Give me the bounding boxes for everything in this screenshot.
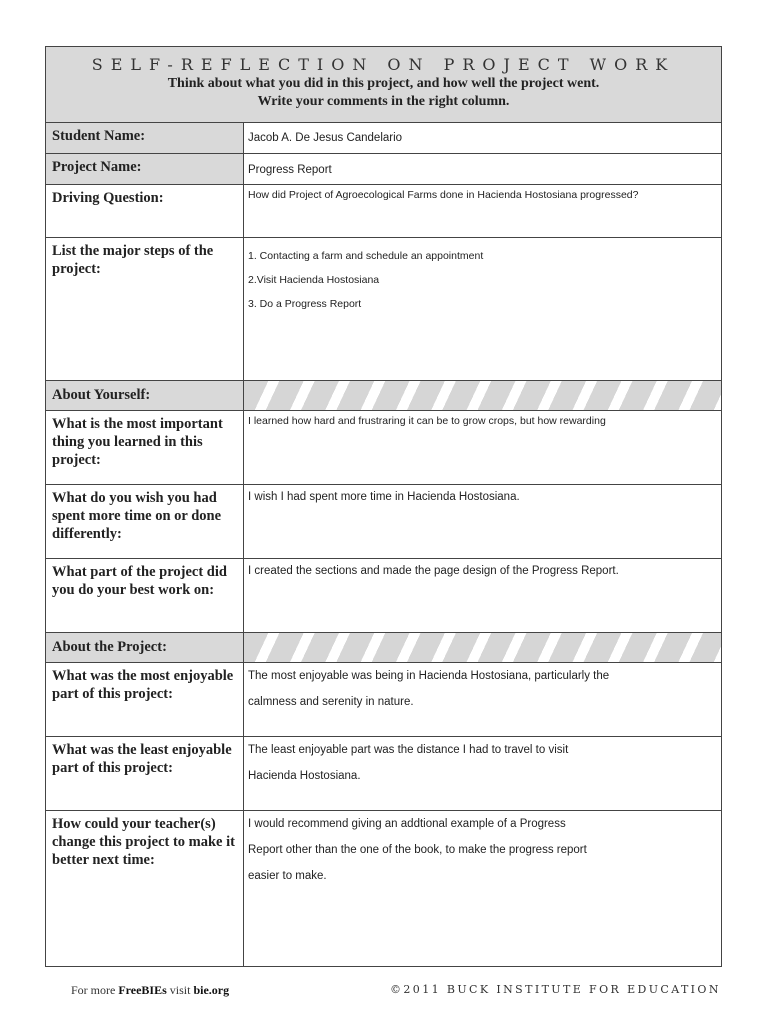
row-project-name	[46, 154, 721, 185]
most-important-label: What is the most important thing you learned in this project:	[46, 411, 244, 484]
answer-line: Report other than the one of the book, to make the progress report	[248, 844, 587, 856]
step-item: 3. Do a Progress Report	[248, 298, 362, 310]
answer-line: Hacienda Hostosiana.	[248, 770, 361, 782]
section-about-project	[46, 633, 721, 663]
row-most-important	[46, 411, 721, 485]
section-about-yourself	[46, 381, 721, 411]
best-work-label: What part of the project did you do your best work on:	[46, 559, 244, 632]
student-name-value[interactable]: Jacob A. De Jesus Candelario	[248, 132, 403, 144]
most-enjoyable-value[interactable]	[244, 663, 721, 736]
step-item: 1. Contacting a farm and schedule an appointment	[248, 250, 484, 262]
answer-line: I would recommend giving an addtional example of a Progress	[248, 818, 566, 830]
major-steps-value[interactable]	[244, 238, 721, 380]
teacher-change-label: How could your teacher(s) change this project to make it better next time:	[46, 811, 244, 966]
form-instructions-line2: Write your comments in the right column.	[257, 94, 510, 109]
answer-line: The most enjoyable was being in Hacienda Hostosiana, particularly the	[248, 670, 610, 682]
least-enjoyable-label: What was the least enjoyable part of this project:	[46, 737, 244, 810]
best-work-value[interactable]: I created the sections and made the page design of the Progress Report.	[248, 565, 619, 577]
footer-link[interactable]: bie.org	[193, 983, 230, 997]
least-enjoyable-value[interactable]	[244, 737, 721, 810]
answer-line: calmness and serenity in nature.	[248, 696, 414, 708]
footer-freebies: FreeBIEs	[118, 983, 167, 997]
footer-prefix: For more	[71, 983, 119, 997]
major-steps-label: List the major steps of the project:	[46, 238, 244, 380]
footer-copyright: ©2011 BUCK INSTITUTE FOR EDUCATION	[390, 983, 721, 996]
stripe-pattern	[244, 633, 721, 662]
footer-mid: visit	[166, 983, 194, 997]
row-student-name	[46, 123, 721, 154]
answer-line: The least enjoyable part was the distance I had to travel to visit	[248, 744, 569, 756]
row-best-work	[46, 559, 721, 633]
row-most-enjoyable	[46, 663, 721, 737]
row-major-steps	[46, 238, 721, 381]
about-project-heading: About the Project:	[46, 633, 244, 662]
form-instructions-line1: Think about what you did in this project, and how well the project went.	[167, 76, 600, 91]
most-enjoyable-label: What was the most enjoyable part of this project:	[46, 663, 244, 736]
project-name-value[interactable]: Progress Report	[248, 164, 332, 176]
driving-question-value[interactable]: How did Project of Agroecological Farms done in Hacienda Hostosiana progressed?	[248, 189, 639, 201]
teacher-change-value[interactable]	[244, 811, 721, 966]
row-least-enjoyable	[46, 737, 721, 811]
footer-freebies-note	[71, 983, 229, 998]
row-teacher-change	[46, 811, 721, 966]
most-important-value[interactable]: I learned how hard and frustraring it can be to grow crops, but how rewarding	[248, 415, 606, 427]
student-name-label: Student Name:	[46, 123, 244, 153]
project-name-label: Project Name:	[46, 154, 244, 184]
reflection-form	[45, 46, 722, 967]
about-yourself-heading: About Yourself:	[46, 381, 244, 410]
wish-more-time-label: What do you wish you had spent more time on or done differently:	[46, 485, 244, 558]
form-title: SELF-REFLECTION ON PROJECT WORK	[91, 55, 676, 74]
row-wish-more-time	[46, 485, 721, 559]
form-header	[46, 47, 721, 123]
row-driving-question	[46, 185, 721, 238]
driving-question-label: Driving Question:	[46, 185, 244, 237]
step-item: 2.Visit Hacienda Hostosiana	[248, 274, 380, 286]
stripe-pattern	[244, 381, 721, 410]
answer-line: easier to make.	[248, 870, 327, 882]
wish-more-time-value[interactable]: I wish I had spent more time in Hacienda Hostosiana.	[248, 491, 520, 503]
